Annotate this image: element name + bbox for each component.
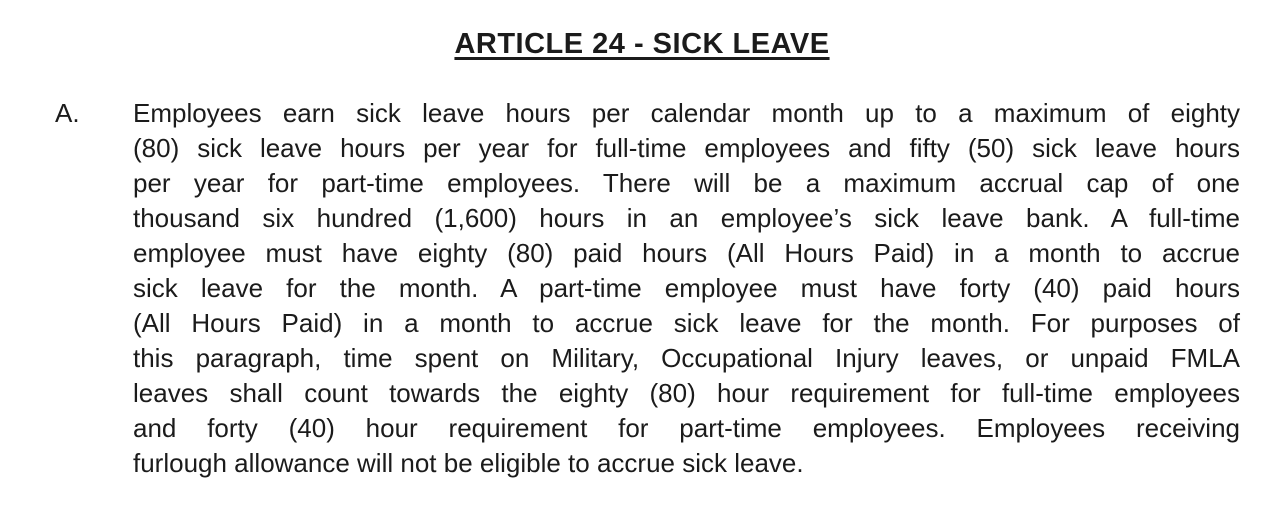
paragraph-label: A. [55, 98, 80, 128]
paragraph-a [55, 96, 1240, 481]
paragraph-line: thousand six hundred (1,600) hours in an employee’s sick leave bank. A full-time [133, 203, 1240, 233]
paragraph-line: leaves shall count towards the eighty (80) hour requirement for full-time employees [133, 378, 1240, 408]
paragraph-line: employee must have eighty (80) paid hours (All Hours Paid) in a month to accrue [133, 238, 1240, 268]
article-title-text: ARTICLE 24 - SICK LEAVE [454, 28, 830, 60]
paragraph-line: sick leave for the month. A part-time employee must have forty (40) paid hours [133, 273, 1240, 303]
paragraph-line: furlough allowance will not be eligible to accrue sick leave. [133, 448, 804, 478]
paragraph-line: per year for part-time employees. There will be a maximum accrual cap of one [133, 168, 1240, 198]
paragraph-line: this paragraph, time spent on Military, Occupational Injury leaves, or unpaid FMLA [133, 343, 1240, 373]
paragraph-line: (All Hours Paid) in a month to accrue sick leave for the month. For purposes of [133, 308, 1240, 338]
paragraph-line: (80) sick leave hours per year for full-time employees and fifty (50) sick leave hours [133, 133, 1240, 163]
article-title [0, 24, 1284, 64]
paragraph-body [133, 96, 1240, 481]
paragraph-line: Employees earn sick leave hours per calendar month up to a maximum of eighty [133, 98, 1240, 128]
paragraph-line: and forty (40) hour requirement for part-time employees. Employees receiving [133, 413, 1240, 443]
